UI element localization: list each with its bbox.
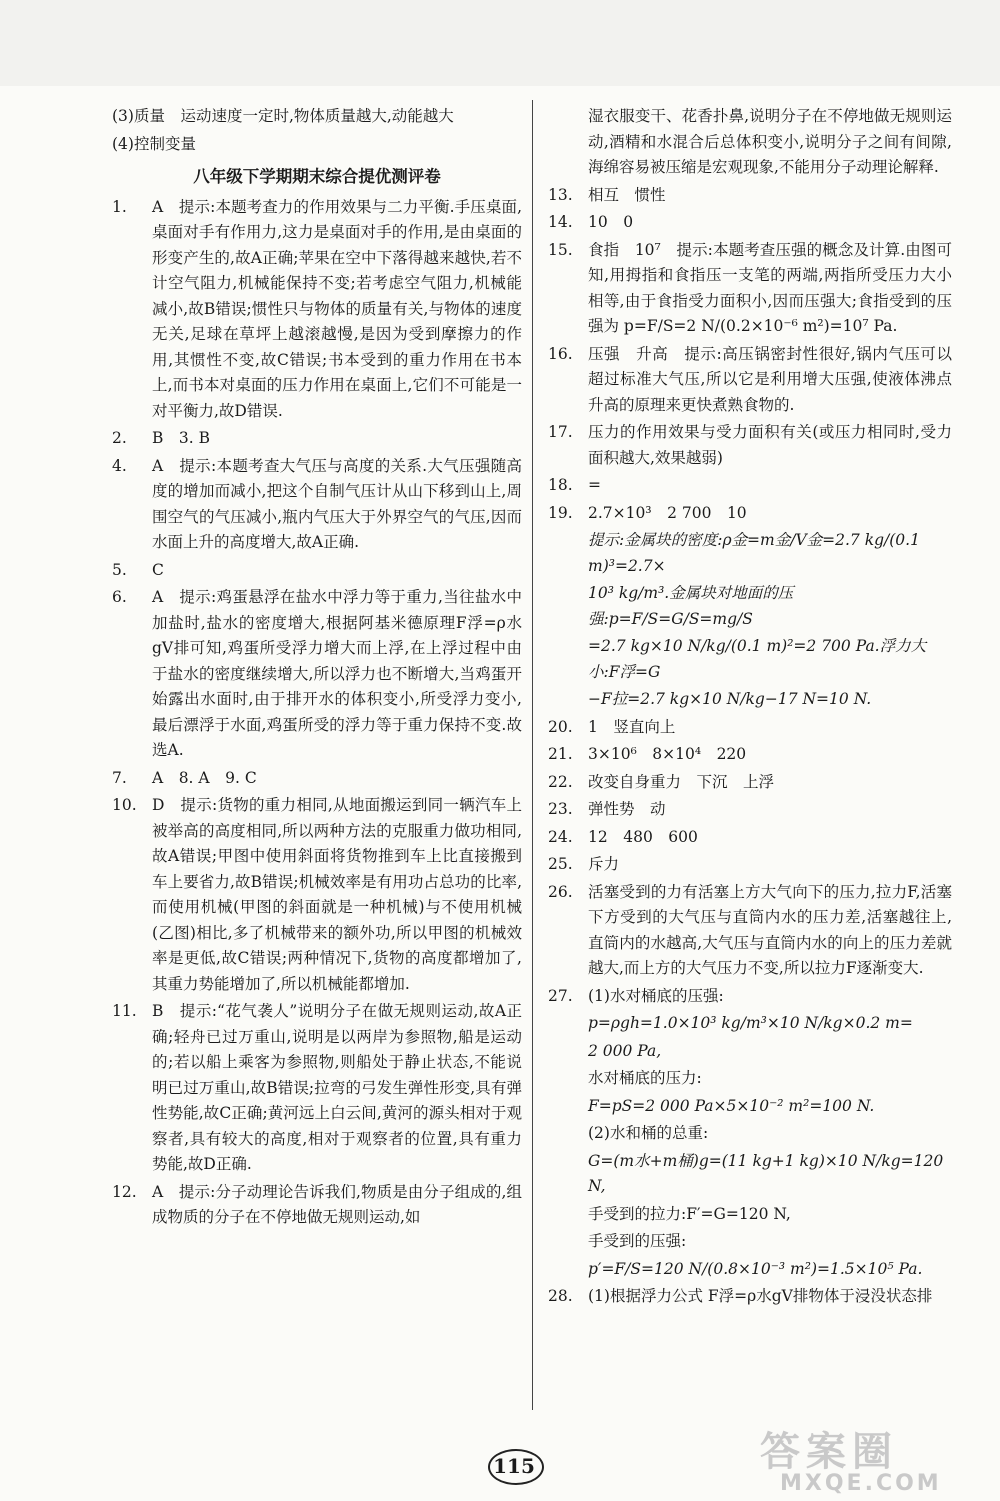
item-text: B 3. B	[152, 429, 210, 447]
item-text: A 提示:本题考查大气压与高度的关系.大气压强随高度的增加而减小,把这个自制气压计从山下移到山上,周围空气的气压减小,瓶内气压大于外界空气的气压,因而水面上升的高度增大,故A正确.	[152, 456, 522, 551]
answer-item	[112, 426, 522, 452]
left-column	[112, 104, 522, 1233]
item-text: =	[588, 476, 601, 494]
item-number: 28.	[548, 1287, 573, 1305]
item-text: A 提示:鸡蛋悬浮在盐水中浮力等于重力,当往盐水中加盐时,盐水的密度增大,根据阿基米德原理F浮=ρ水gV排可知,鸡蛋所受浮力增大而上浮,在上浮过程中由于盐水的密度继续增大,所以浮力也不断增大,当鸡蛋开始露出水面时,由于排开水的体积变小,所受浮力变小,最后漂浮于水面,鸡蛋所受的浮力等于重力保持不变.故选A.	[152, 588, 522, 759]
item-number: 25.	[548, 855, 573, 873]
item-number: 15.	[548, 240, 573, 259]
watermark-url: MXQE.COM	[780, 1471, 942, 1496]
item-number: 27.	[548, 986, 573, 1005]
item-text: B 提示:“花气袭人”说明分子在做无规则运动,故A正确;轻舟已过万重山,说明是以两岸为参照物,船是运动的;若以船上乘客为参照物,则船处于静止状态,不能说明已过万重山,故B错误;拉弯的弓发生弹性形变,具有弹性势能,故C正确;黄河远上白云间,黄河的源头相对于观察者,具有较大的高度,相对于观察者的位置,具有重力势能,故D正确.	[152, 1002, 522, 1173]
answer-item	[548, 984, 952, 1010]
answer-item	[548, 770, 952, 796]
item-text: (1)水对桶底的压强:	[588, 986, 724, 1005]
item-number: 21.	[548, 745, 573, 763]
answer-item	[548, 825, 952, 851]
item-number: 16.	[548, 344, 573, 363]
right-column	[548, 104, 952, 1312]
formula-line: 10³ kg/m³.金属块对地面的压强:p=F/S=G/S=mg/S	[588, 584, 794, 628]
item-number: 6.	[112, 588, 127, 606]
formula-line: 提示:金属块的密度:ρ金=m金/V金=2.7 kg/(0.1 m)³=2.7×	[588, 531, 920, 575]
formula-line: =2.7 kg×10 N/kg/(0.1 m)²=2 700 Pa.浮力大小:F浮=G	[588, 637, 927, 681]
formula-line: −F拉=2.7 kg×10 N/kg−17 N=10 N.	[588, 690, 872, 708]
item-text: 活塞受到的力有活塞上方大气向下的压力,拉力F,活塞下方受到的大气压与直筒内水的压力差,活塞越往上,直筒内的水越高,大气压与直筒内水的向上的压力差就越大,而上方的大气压力不变,所以拉力F逐渐变大.	[588, 882, 952, 977]
item-number: 24.	[548, 827, 573, 846]
answer-item	[112, 793, 522, 997]
formula-line: 水对桶底的压力:	[588, 1069, 702, 1087]
item-text: A 提示:本题考查力的作用效果与二力平衡.手压桌面,桌面对手有作用力,这力是桌面对手的作用,是由桌面的形变产生的,故A正确;苹果在空中下落得越来越快,若不计空气阻力,机械能保持不变;若考虑空气阻力,机械能减小,故B错误;惯性只与物体的质量有关,与物体的速度无关,足球在草坪上越滚越慢,是因为受到摩擦力的作用,其惯性不变,故C错误;书本受到的重力作用在书本上,而书本对桌面的压力作用在桌面上,它们不可能是一对平衡力,故D错误.	[152, 197, 522, 420]
answer-item	[548, 183, 952, 209]
answer-item	[548, 742, 952, 768]
item-number: 1.	[112, 197, 127, 216]
item-text: 食指 10⁷ 提示:本题考查压强的概念及计算.由图可知,用拇指和食指压一支笔的两端,两指所受压力大小相等,由于食指受力面积小,因而压强大;食指受到的压强为 p=F/S=2 N/(0.2×10⁻⁶ m²)=10⁷ Pa.	[588, 240, 952, 335]
item-number: 4.	[112, 456, 127, 475]
formula-line: 手受到的压强:	[588, 1232, 687, 1250]
item-text: A 提示:分子动理论告诉我们,物质是由分子组成的,组成物质的分子在不停地做无规则运动,如	[152, 1182, 522, 1226]
item-text: 斥力	[588, 855, 620, 873]
answer-item	[112, 454, 522, 556]
item-number: 19.	[548, 503, 573, 522]
watermark-title: 答案圈	[760, 1429, 898, 1475]
item-number: 17.	[548, 423, 573, 441]
answer-item	[112, 195, 522, 425]
item-number: 2.	[112, 429, 127, 447]
answer-item	[548, 852, 952, 878]
intro-line: (3)质量 运动速度一定时,物体质量越大,动能越大	[112, 107, 454, 125]
section-heading: 八年级下学期期末综合提优测评卷	[193, 167, 441, 186]
column-divider	[532, 100, 533, 1410]
continuation-text: 湿衣服变干、花香扑鼻,说明分子在不停地做无规则运动,酒精和水混合后总体积变小,说明分子之间有间隙,海绵容易被压缩是宏观现象,不能用分子动理论解释.	[588, 107, 952, 176]
formula-line: G=(m水+m桶)g=(11 kg+1 kg)×10 N/kg=120 N,	[588, 1151, 944, 1195]
formula-line: p=ρgh=1.0×10³ kg/m³×10 N/kg×0.2 m=	[588, 1014, 913, 1032]
item-number: 18.	[548, 476, 573, 494]
watermark-logo	[760, 1420, 990, 1496]
answer-item	[548, 238, 952, 340]
page-number: 115	[493, 1454, 535, 1478]
answer-item	[548, 342, 952, 419]
formula-line: 2 000 Pa,	[588, 1041, 662, 1060]
formula-line: p′=F/S=120 N/(0.8×10⁻³ m²)=1.5×10⁵ Pa.	[588, 1259, 923, 1278]
item-number: 23.	[548, 800, 573, 818]
item-number: 22.	[548, 772, 573, 791]
item-number: 5.	[112, 560, 127, 579]
intro-line: (4)控制变量	[112, 134, 196, 153]
item-number: 7.	[112, 768, 127, 787]
item-text: 相互 惯性	[588, 185, 666, 204]
item-text: 压力的作用效果与受力面积有关(或压力相同时,受力面积越大,效果越弱)	[588, 423, 952, 467]
item-text: D 提示:货物的重力相同,从地面搬运到同一辆汽车上被举高的高度相同,所以两种方法的克服重力做功相同,故A错误;甲图中使用斜面将货物推到车上比直接搬到车上要省力,故B错误;机械效率是有用功占总功的比率,而使用机械(甲图的斜面就是一种机械)与不使用机械(乙图)相比,多了机械带来的额外功,所以甲图的机械效率是更低,故C错误;两种情况下,货物的高度都增加了,其重力势能增加了,所以机械能都增加.	[152, 796, 522, 993]
formula-line: F=pS=2 000 Pa×5×10⁻² m²=100 N.	[588, 1096, 875, 1115]
item-text: 弹性势 动	[588, 800, 666, 818]
item-text: 改变自身重力 下沉 上浮	[588, 772, 775, 791]
answer-item	[112, 585, 522, 764]
answer-item	[548, 1284, 952, 1310]
item-number: 12.	[112, 1182, 137, 1201]
item-text: 12 480 600	[588, 827, 698, 846]
answer-item	[548, 210, 952, 236]
item-text: 3×10⁶ 8×10⁴ 220	[588, 745, 747, 763]
answer-item	[548, 797, 952, 823]
item-number: 11.	[112, 1002, 137, 1020]
item-text: C	[152, 560, 164, 579]
item-text: A 8. A 9. C	[152, 768, 257, 787]
answer-item	[548, 473, 952, 499]
answer-item	[548, 880, 952, 982]
item-number: 26.	[548, 882, 573, 901]
answer-item	[112, 558, 522, 584]
item-number: 13.	[548, 185, 573, 204]
item-text: 2.7×10³ 2 700 10	[588, 503, 747, 522]
answer-item	[112, 1180, 522, 1231]
formula-line: (2)水和桶的总重:	[588, 1124, 709, 1142]
item-text: 1 竖直向上	[588, 717, 676, 736]
item-text: (1)根据浮力公式 F浮=ρ水gV排物体于浸没状态排	[588, 1287, 933, 1305]
answer-item	[548, 501, 952, 527]
top-margin	[0, 0, 1000, 86]
answer-item	[548, 715, 952, 741]
item-number: 10.	[112, 796, 137, 814]
answer-item	[112, 766, 522, 792]
item-number: 14.	[548, 213, 573, 231]
formula-line: 手受到的拉力:F′=G=120 N,	[588, 1204, 791, 1223]
item-text: 压强 升高 提示:高压锅密封性很好,锅内气压可以超过标准大气压,所以它是利用增大压强,使液体沸点升高的原理来更快煮熟食物的.	[588, 344, 952, 414]
answer-item	[548, 420, 952, 471]
item-number: 20.	[548, 717, 573, 736]
answer-item	[112, 999, 522, 1178]
item-text: 10 0	[588, 213, 634, 231]
